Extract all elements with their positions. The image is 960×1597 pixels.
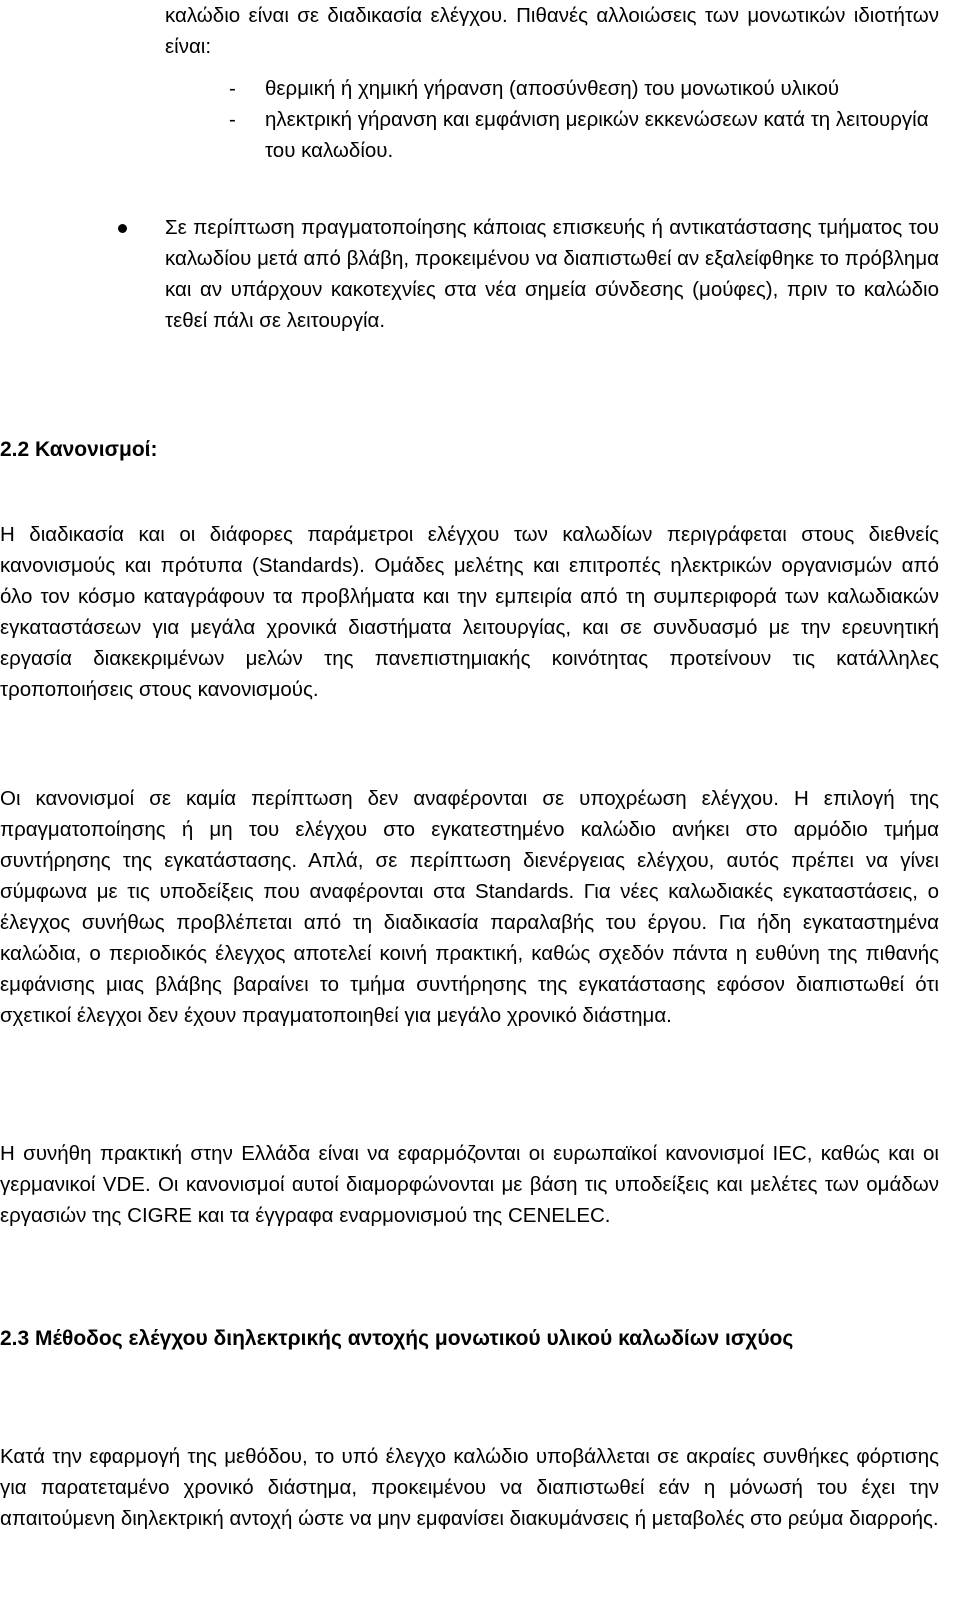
dash-marker: - xyxy=(229,77,236,100)
intro-paragraph: καλώδιο είναι σε διαδικασία ελέγχου. Πιθανές αλλοιώσεις των μονωτικών ιδιοτήτων είναι: xyxy=(165,4,939,58)
list-item xyxy=(229,104,929,166)
list-item-text: ηλεκτρική γήρανση και εμφάνιση μερικών εκκενώσεων κατά τη λειτουργία του καλωδίου. xyxy=(265,108,929,162)
paragraph-standards: Η διαδικασία και οι διάφορες παράμετροι ελέγχου των καλωδίων περιγράφεται στους διεθνείς κανονισμούς και πρότυπα (Standards). Ομάδες μελέτης και επιτροπές ηλεκτρικών οργανισμών από όλο τον κόσμο καταγράφουν τα προβλήματα και την εμπειρία από τη συμπεριφορά των καλωδιακών εγκαταστάσεων για μεγάλα χρονικά διαστήματα λειτουργίας, και σε συνδυασμό με την ερευνητική εργασία διακεκριμένων μελών της πανεπιστημιακής κοινότητας προτείνουν τις κατάλληλες τροποποιήσεις στους κανονισμούς. xyxy=(0,523,939,701)
list-item-text: θερμική ή χημική γήρανση (αποσύνθεση) του μονωτικού υλικού xyxy=(265,77,840,100)
bullet-paragraph: Σε περίπτωση πραγματοποίησης κάποιας επισκευής ή αντικατάστασης τμήματος του καλωδίου μετά από βλάβη, προκειμένου να διαπιστωθεί αν εξαλείφθηκε το πρόβλημα και αν υπάρχουν κακοτεχνίες στα νέα σημεία σύνδεσης (μούφες), πριν το καλώδιο τεθεί πάλι σε λειτουργία. xyxy=(165,216,939,332)
bullet-dot-icon xyxy=(118,224,127,233)
dash-marker: - xyxy=(229,108,236,131)
section-heading-2-3: 2.3 Μέθοδος ελέγχου διηλεκτρικής αντοχής μονωτικού υλικού καλωδίων ισχύος xyxy=(0,1327,794,1350)
paragraph-method: Κατά την εφαρμογή της μεθόδου, το υπό έλεγχο καλώδιο υποβάλλεται σε ακραίες συνθήκες φόρτισης για παρατεταμένο χρονικό διάστημα, προκειμένου να διαπιστωθεί εάν η μόνωσή του έχει την απαιτούμενη διηλεκτρική αντοχή ώστε να μην εμφανίσει διακυμάνσεις ή μεταβολές στο ρεύμα διαρροής. xyxy=(0,1445,939,1530)
aging-list xyxy=(229,73,929,166)
section-heading-2-2: 2.2 Κανονισμοί: xyxy=(0,438,158,461)
list-item xyxy=(229,73,929,104)
paragraph-greece-practice: Η συνήθη πρακτική στην Ελλάδα είναι να εφαρμόζονται οι ευρωπαϊκοί κανονισμοί IEC, καθώς και οι γερμανικοί VDE. Οι κανονισμοί αυτοί διαμορφώνονται με βάση τις υποδείξεις και μελέτες των ομάδων εργασιών της CIGRE και τα έγγραφα εναρμονισμού της CENELEC. xyxy=(0,1142,939,1227)
paragraph-obligation: Οι κανονισμοί σε καμία περίπτωση δεν αναφέρονται σε υποχρέωση ελέγχου. Η επιλογή της πραγματοποίησης ή μη του ελέγχου στο εγκατεστημένο καλώδιο ανήκει στο αρμόδιο τμήμα συντήρησης της εγκατάστασης. Απλά, σε περίπτωση διενέργειας ελέγχου, αυτός πρέπει να γίνει σύμφωνα με τις υποδείξεις που αναφέρονται στα Standards. Για νέες καλωδιακές εγκαταστάσεις, ο έλεγχος συνήθως προβλέπεται από τη διαδικασία παραλαβής του έργου. Για ήδη εγκαταστημένα καλώδια, ο περιοδικός έλεγχος αποτελεί κοινή πρακτική, καθώς σχεδόν πάντα η ευθύνη της πιθανής εμφάνισης μιας βλάβης βαραίνει το τμήμα συντήρησης της εγκατάστασης εφόσον διαπιστωθεί ότι σχετικοί έλεγχοι δεν έχουν πραγματοποιηθεί για μεγάλο χρονικό διάστημα. xyxy=(0,787,939,1027)
